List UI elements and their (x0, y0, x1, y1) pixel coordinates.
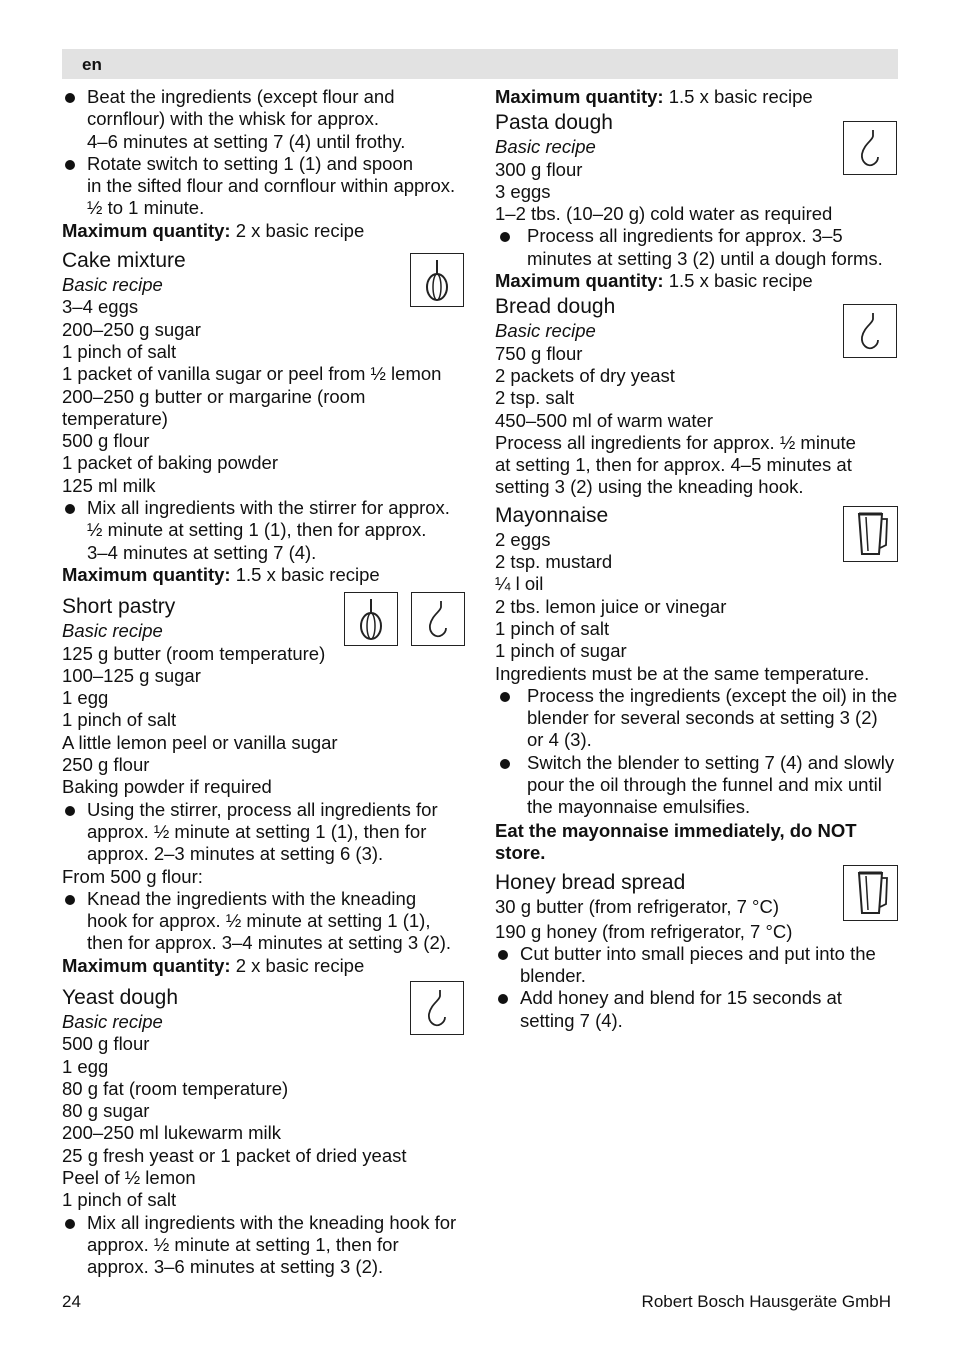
kneading-hook-icon (411, 592, 465, 646)
max-quantity (62, 955, 464, 977)
text-line: Eat the mayonnaise immediately, do NOT (495, 819, 857, 841)
list-item (495, 987, 897, 1032)
text-line: or 4 (3). (527, 729, 592, 751)
max-quantity-value: 1.5 x basic recipe (230, 563, 380, 585)
ingredient: 200–250 g butter or margarine (room (62, 385, 366, 407)
text-line: minutes at setting 3 (2) until a dough forms. (527, 247, 883, 269)
text-line: approx. ½ minute at setting 1 (1), then for (87, 820, 427, 842)
ingredient: 750 g flour (495, 342, 583, 364)
ingredient: 125 g butter (room temperature) (62, 642, 326, 664)
bullet-dot (500, 759, 510, 769)
page-number: 24 (62, 1292, 81, 1311)
ingredient: 1 egg (62, 687, 109, 709)
from-note: From 500 g flour: (62, 865, 203, 887)
bullet-dot (65, 806, 75, 816)
bullet-dot (65, 1219, 75, 1229)
list-item (495, 943, 897, 988)
max-quantity-value: 1.5 x basic recipe (663, 86, 813, 107)
ingredient: 200–250 ml lukewarm milk (62, 1122, 282, 1144)
blender-icon (843, 506, 898, 562)
ingredient: 3–4 eggs (62, 296, 139, 318)
stirrer-icon (344, 592, 398, 646)
ingredient: 1 packet of vanilla sugar or peel from ½ lemon (62, 363, 442, 385)
stirrer-icon (410, 253, 464, 307)
bullet-dot (500, 692, 510, 702)
ingredient: 2 eggs (495, 528, 551, 550)
list-item (62, 888, 464, 955)
basic-recipe-label: Basic recipe (62, 1010, 163, 1032)
text-line: the mayonnaise emulsifies. (527, 796, 751, 818)
bullet-dot (65, 895, 75, 905)
kneading-hook-icon (843, 121, 897, 175)
max-quantity-label: Maximum quantity: (495, 270, 664, 292)
text-line: blender for several seconds at setting 3 (2) (527, 707, 878, 729)
instruction-line: setting 3 (2) using the kneading hook. (495, 476, 804, 498)
mayonnaise-warning (495, 820, 897, 865)
ingredient: 1 pinch of salt (62, 1189, 177, 1211)
text-line: Using the stirrer, process all ingredients for (87, 798, 438, 820)
text-line: Process all ingredients for approx. 3–5 (527, 225, 843, 247)
text-line: approx. ½ minute at setting 1, then for (87, 1233, 399, 1255)
section-title-honey: Honey bread spread (495, 871, 686, 895)
instruction-line: Process all ingredients for approx. ½ minute (495, 431, 856, 453)
left-column (62, 86, 464, 1279)
max-quantity (62, 220, 464, 242)
text-line: approx. 2–3 minutes at setting 6 (3). (87, 843, 384, 865)
text-line: Mix all ingredients with the kneading hook for (87, 1211, 457, 1233)
basic-recipe-label: Basic recipe (495, 320, 596, 342)
ingredient: 190 g honey (from refrigerator, 7 °C) (495, 920, 793, 942)
ingredient: 450–500 ml of warm water (495, 409, 713, 431)
kneading-hook-icon (410, 981, 464, 1035)
text-line: Switch the blender to setting 7 (4) and slowly (527, 751, 895, 773)
language-bar (62, 49, 898, 79)
ingredient: 1 pinch of salt (62, 340, 177, 362)
text-line: Mix all ingredients with the stirrer for approx. (87, 497, 450, 519)
max-quantity-value: 2 x basic recipe (230, 954, 365, 976)
ingredient: 300 g flour (495, 158, 583, 180)
basic-recipe-label: Basic recipe (62, 274, 163, 296)
bullet-dot (65, 160, 75, 170)
bullet-dot (65, 504, 75, 514)
list-item (62, 799, 464, 866)
blender-icon (843, 865, 898, 921)
bullet-dot (500, 232, 510, 242)
text-line: approx. 3–6 minutes at setting 3 (2). (87, 1256, 384, 1278)
ingredient: Peel of ½ lemon (62, 1167, 196, 1189)
max-quantity-value: 2 x basic recipe (230, 219, 365, 241)
bullet-dot (498, 950, 508, 960)
ingredient: 2 packets of dry yeast (495, 364, 675, 386)
max-quantity-label: Maximum quantity: (62, 219, 231, 241)
section-title-bread: Bread dough (495, 295, 616, 319)
temperature-note: Ingredients must be at the same temperature. (495, 662, 870, 684)
ingredient: 2 tbs. lemon juice or vinegar (495, 595, 727, 617)
max-quantity-label: Maximum quantity: (62, 563, 231, 585)
list-item (495, 752, 897, 819)
ingredient: 30 g butter (from refrigerator, 7 °C) (495, 896, 779, 918)
text-line: Add honey and blend for 15 seconds at (520, 987, 842, 1009)
ingredient: temperature) (62, 407, 168, 429)
company-name: Robert Bosch Hausgeräte GmbH (641, 1292, 891, 1311)
basic-recipe-label: Basic recipe (62, 620, 163, 642)
max-quantity (495, 270, 897, 292)
list-item (495, 685, 897, 752)
text-line: Process the ingredients (except the oil) in the (527, 684, 898, 706)
instruction-line: at setting 1, then for approx. 4–5 minutes at (495, 454, 852, 476)
ingredient: 500 g flour (62, 430, 150, 452)
right-column (495, 86, 897, 1032)
list-item (495, 225, 897, 270)
ingredient: 3 eggs (495, 180, 551, 202)
text-line: pour the oil through the funnel and mix until (527, 774, 882, 796)
ingredient: 25 g fresh yeast or 1 packet of dried yeast (62, 1144, 407, 1166)
ingredient: 80 g sugar (62, 1100, 150, 1122)
bullet-dot (498, 994, 508, 1004)
ingredient: Baking powder if required (62, 776, 272, 798)
language-label: en (82, 55, 102, 74)
ingredient: A little lemon peel or vanilla sugar (62, 731, 338, 753)
ingredient: 2 tsp. mustard (495, 551, 613, 573)
ingredient: 250 g flour (62, 754, 150, 776)
ingredient: 125 ml milk (62, 474, 156, 496)
ingredient: 2 tsp. salt (495, 387, 575, 409)
text-line: Cut butter into small pieces and put into the (520, 942, 876, 964)
section-title-mayonnaise: Mayonnaise (495, 503, 609, 527)
text-line: store. (495, 841, 546, 863)
text-line: hook for approx. ½ minute at setting 1 (1), (87, 910, 431, 932)
max-quantity-value: 1.5 x basic recipe (663, 270, 813, 292)
text-line: setting 7 (4). (520, 1009, 623, 1031)
section-title-cake: Cake mixture (62, 249, 186, 273)
text-line: cornflour) with the whisk for approx. (87, 108, 380, 130)
list-item (62, 497, 464, 564)
section-title-pastry: Short pastry (62, 595, 176, 619)
text-line: Rotate switch to setting 1 (1) and spoon (87, 152, 413, 174)
text-line: Knead the ingredients with the kneading (87, 887, 417, 909)
text-line: 4–6 minutes at setting 7 (4) until frothy. (87, 130, 406, 152)
max-quantity (495, 86, 897, 108)
ingredient: 1 pinch of sugar (495, 640, 627, 662)
ingredient: ¼ l oil (495, 573, 544, 595)
bullet-dot (65, 93, 75, 103)
text-line: ½ minute at setting 1 (1), then for approx. (87, 519, 427, 541)
list-item (62, 86, 464, 153)
text-line: blender. (520, 965, 586, 987)
basic-recipe-label: Basic recipe (495, 136, 596, 158)
ingredient: 500 g flour (62, 1033, 150, 1055)
ingredient: 100–125 g sugar (62, 664, 201, 686)
section-title-pasta: Pasta dough (495, 111, 613, 135)
list-item (62, 153, 464, 220)
text-line: Beat the ingredients (except flour and (87, 86, 395, 107)
max-quantity (62, 564, 464, 586)
ingredient: 1 egg (62, 1055, 109, 1077)
ingredient: 200–250 g sugar (62, 318, 201, 340)
kneading-hook-icon (843, 304, 897, 358)
max-quantity-label: Maximum quantity: (62, 954, 231, 976)
ingredient: 1–2 tbs. (10–20 g) cold water as required (495, 203, 833, 225)
ingredient: 1 pinch of salt (62, 709, 177, 731)
text-line: 3–4 minutes at setting 7 (4). (87, 541, 317, 563)
max-quantity-label: Maximum quantity: (495, 86, 664, 107)
ingredient: 80 g fat (room temperature) (62, 1077, 289, 1099)
list-item (62, 1212, 464, 1279)
ingredient: 1 packet of baking powder (62, 452, 278, 474)
ingredient: 1 pinch of salt (495, 617, 610, 639)
text-line: then for approx. 3–4 minutes at setting 3 (2). (87, 932, 452, 954)
text-line: in the sifted flour and cornflour within approx. (87, 175, 456, 197)
section-title-yeast: Yeast dough (62, 985, 179, 1009)
text-line: ½ to 1 minute. (87, 197, 205, 219)
